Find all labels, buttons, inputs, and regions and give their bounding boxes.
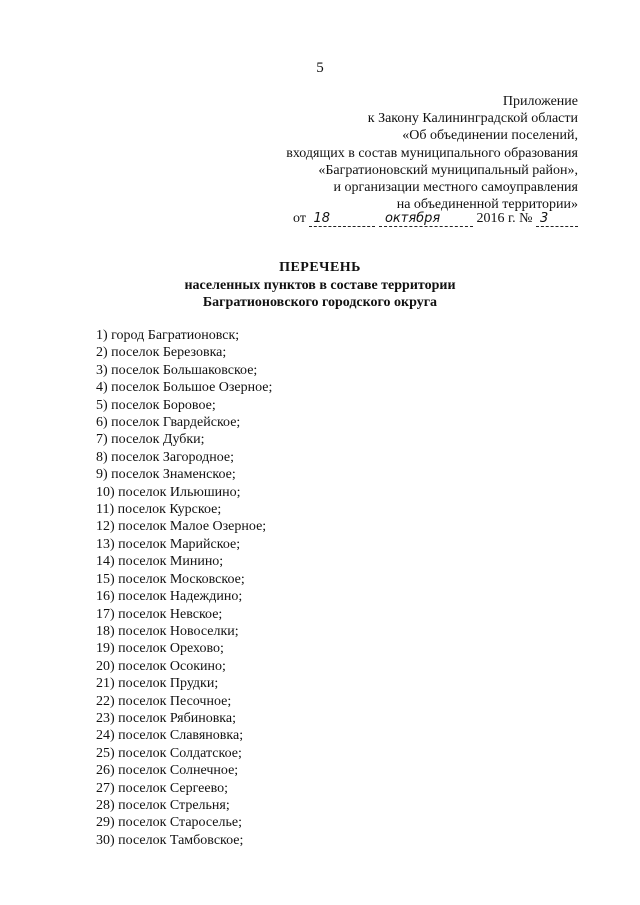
appendix-line: к Закону Калининградской области — [367, 111, 578, 127]
list-item: 2) поселок Березовка; — [96, 345, 227, 361]
list-item: 23) поселок Рябиновка; — [96, 710, 236, 726]
list-item: 20) поселок Осокино; — [96, 658, 226, 674]
handwritten-month: октября — [379, 211, 473, 227]
list-item: 28) поселок Стрельня; — [96, 797, 230, 813]
page-number: 5 — [316, 60, 324, 76]
appendix-line: «Об объединении поселений, — [402, 128, 578, 144]
date-prefix: от — [293, 211, 306, 226]
document-header — [0, 259, 640, 312]
settlement-list — [96, 327, 272, 849]
list-item: 19) поселок Орехово; — [96, 641, 224, 657]
handwritten-number: 3 — [536, 211, 578, 227]
date-year: 2016 г. — [476, 211, 516, 226]
list-item: 26) поселок Солнечное; — [96, 763, 239, 779]
list-item: 5) поселок Боровое; — [96, 397, 216, 413]
list-item: 29) поселок Староселье; — [96, 815, 242, 831]
list-item: 25) поселок Солдатское; — [96, 745, 242, 761]
date-line — [293, 211, 578, 227]
number-sign: № — [519, 211, 533, 226]
list-item: 11) поселок Курское; — [96, 502, 222, 518]
list-item: 8) поселок Загородное; — [96, 449, 234, 465]
list-item: 13) поселок Марийское; — [96, 536, 241, 552]
appendix-line: и организации местного самоуправления — [333, 180, 578, 196]
list-item: 14) поселок Минино; — [96, 554, 224, 570]
document-subtitle: населенных пунктов в составе территории — [184, 277, 456, 293]
appendix-line: «Багратионовский муниципальный район», — [318, 162, 578, 178]
appendix-line: на объединенной территории» — [396, 197, 578, 213]
list-item: 3) поселок Большаковское; — [96, 362, 258, 378]
list-item: 9) поселок Знаменское; — [96, 467, 236, 483]
list-item: 18) поселок Новоселки; — [96, 623, 239, 639]
list-item: 16) поселок Надеждино; — [96, 589, 243, 605]
list-item: 27) поселок Сергеево; — [96, 780, 229, 796]
appendix-line: Приложение — [502, 94, 578, 109]
list-item: 1) город Багратионовск; — [96, 328, 240, 343]
appendix-block — [286, 93, 578, 213]
list-item: 10) поселок Ильюшино; — [96, 484, 241, 500]
list-item: 12) поселок Малое Озерное; — [96, 519, 267, 535]
list-item: 17) поселок Невское; — [96, 606, 223, 622]
list-item: 4) поселок Большое Озерное; — [96, 380, 273, 396]
list-item: 22) поселок Песочное; — [96, 693, 232, 709]
appendix-line: входящих в состав муниципального образования — [286, 145, 578, 161]
document-subtitle: Багратионовского городского округа — [202, 295, 438, 310]
list-item: 30) поселок Тамбовское; — [96, 832, 244, 848]
handwritten-day: 18 — [309, 211, 375, 227]
list-item: 6) поселок Гвардейское; — [96, 415, 241, 431]
list-item: 15) поселок Московское; — [96, 571, 245, 587]
list-item: 24) поселок Славяновка; — [96, 728, 244, 744]
document-title: ПЕРЕЧЕНЬ — [279, 260, 361, 275]
list-item: 21) поселок Прудки; — [96, 676, 219, 692]
list-item: 7) поселок Дубки; — [96, 432, 205, 448]
